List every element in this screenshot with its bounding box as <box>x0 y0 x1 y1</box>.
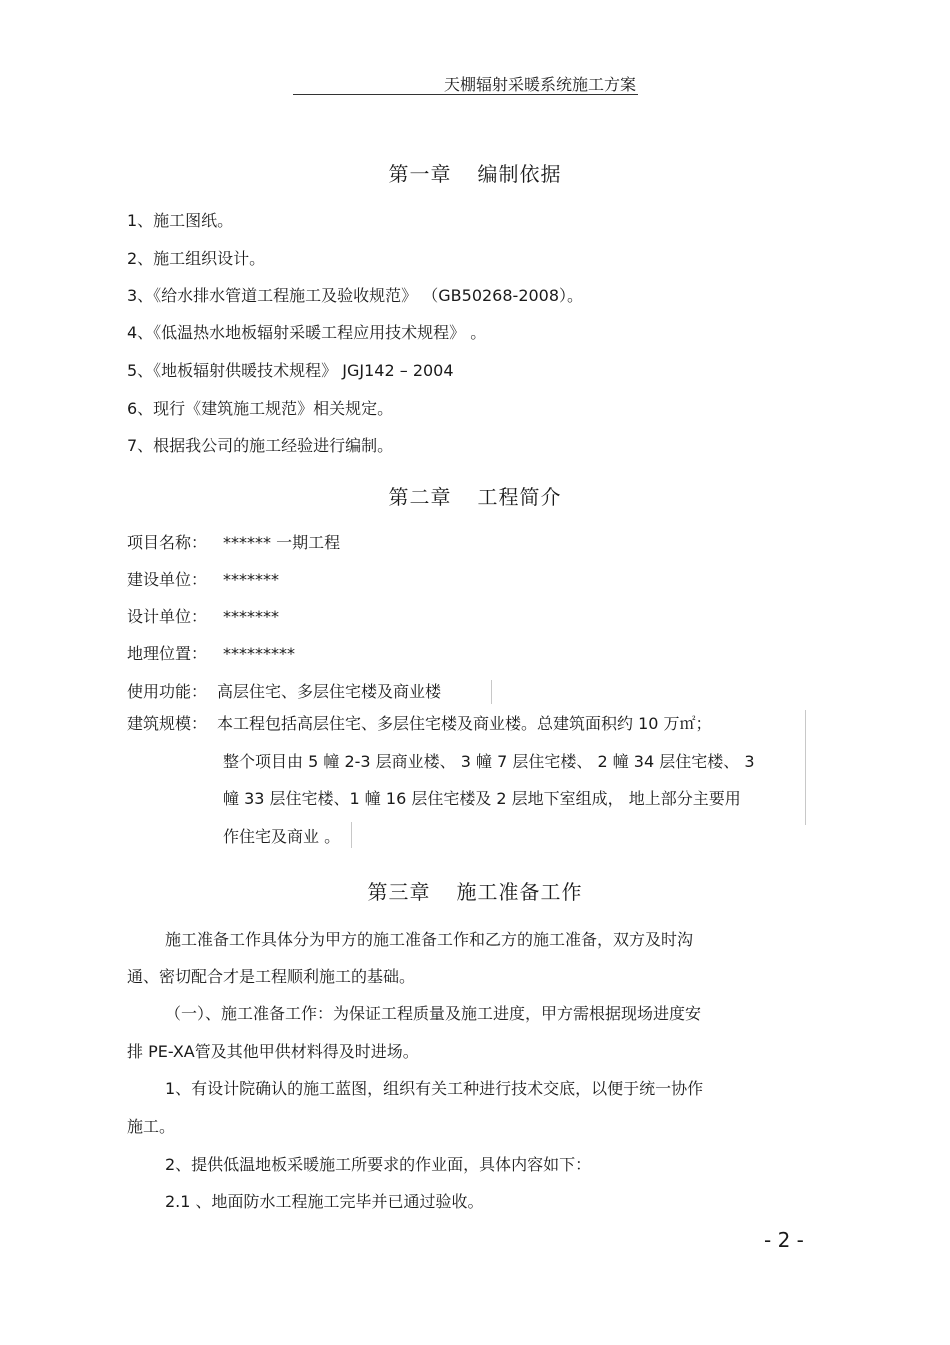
basis-item: 5、《地板辐射供暖技术规程》 JGJ142 – 2004 <box>127 361 454 380</box>
project-name-value: ****** 一期工程 <box>223 533 341 552</box>
chapter-1-title: 编制依据 <box>477 162 562 186</box>
basis-item: 4、《低温热水地板辐射采暖工程应用技术规程》 。 <box>127 323 487 342</box>
table-border <box>805 710 806 825</box>
running-header: 天棚辐射采暖系统施工方案 <box>443 75 636 94</box>
chapter-3-title: 施工准备工作 <box>456 880 583 904</box>
location-label: 地理位置： <box>127 644 208 663</box>
table-border <box>491 680 492 704</box>
designer-value: ******* <box>223 607 279 626</box>
page-number: - 2 - <box>764 1228 804 1252</box>
chapter-2-label: 第二章 <box>388 485 452 509</box>
header-rule <box>293 94 638 95</box>
chapter-1-label: 第一章 <box>388 162 452 186</box>
basis-item: 2、施工组织设计。 <box>127 249 266 268</box>
basis-item: 3、《给水排水管道工程施工及验收规范》 （GB50268-2008）。 <box>127 286 584 305</box>
paragraph-line: 通、密切配合才是工程顺利施工的基础。 <box>127 967 416 986</box>
basis-item: 7、根据我公司的施工经验进行编制。 <box>127 436 394 455</box>
location-value: ********* <box>223 644 295 663</box>
function-label: 使用功能： <box>127 682 208 701</box>
paragraph-line: 施工准备工作具体分为甲方的施工准备工作和乙方的施工准备，双方及时沟 <box>165 930 694 949</box>
chapter-2-title: 工程简介 <box>477 485 562 509</box>
chapter-2-heading <box>0 481 950 510</box>
paragraph-line: 施工。 <box>127 1117 176 1136</box>
scale-line: 幢 33 层住宅楼、1 幢 16 层住宅楼及 2 层地下室组成， 地上部分主要用 <box>223 789 741 808</box>
paragraph-line: 1、有设计院确认的施工蓝图，组织有关工种进行技术交底，以便于统一协作 <box>165 1079 704 1098</box>
scale-line: 本工程包括高层住宅、多层住宅楼及商业楼。总建筑面积约 10 万㎡； <box>217 714 712 733</box>
chapter-1-heading <box>0 158 950 187</box>
function-value: 高层住宅、多层住宅楼及商业楼 <box>217 682 442 701</box>
chapter-3-heading <box>0 876 950 905</box>
basis-item: 1、施工图纸。 <box>127 211 234 230</box>
scale-line: 作住宅及商业 。 <box>223 827 341 846</box>
paragraph-line: 2.1 、地面防水工程施工完毕并已通过验收。 <box>165 1192 484 1211</box>
chapter-3-label: 第三章 <box>367 880 431 904</box>
scale-line: 整个项目由 5 幢 2-3 层商业楼、 3 幢 7 层住宅楼、 2 幢 34 层住宅楼、 3 <box>223 752 755 771</box>
owner-label: 建设单位： <box>127 570 208 589</box>
scale-label: 建筑规模： <box>127 714 208 733</box>
basis-item: 6、现行《建筑施工规范》相关规定。 <box>127 399 394 418</box>
owner-value: ******* <box>223 570 279 589</box>
designer-label: 设计单位： <box>127 607 208 626</box>
paragraph-line: （一）、施工准备工作：为保证工程质量及施工进度，甲方需根据现场进度安 <box>165 1004 702 1023</box>
table-border <box>351 822 352 848</box>
paragraph-line: 2、提供低温地板采暖施工所要求的作业面，具体内容如下： <box>165 1155 592 1174</box>
project-name-label: 项目名称： <box>127 533 208 552</box>
paragraph-line: 排 PE-XA管及其他甲供材料得及时进场。 <box>127 1042 419 1061</box>
